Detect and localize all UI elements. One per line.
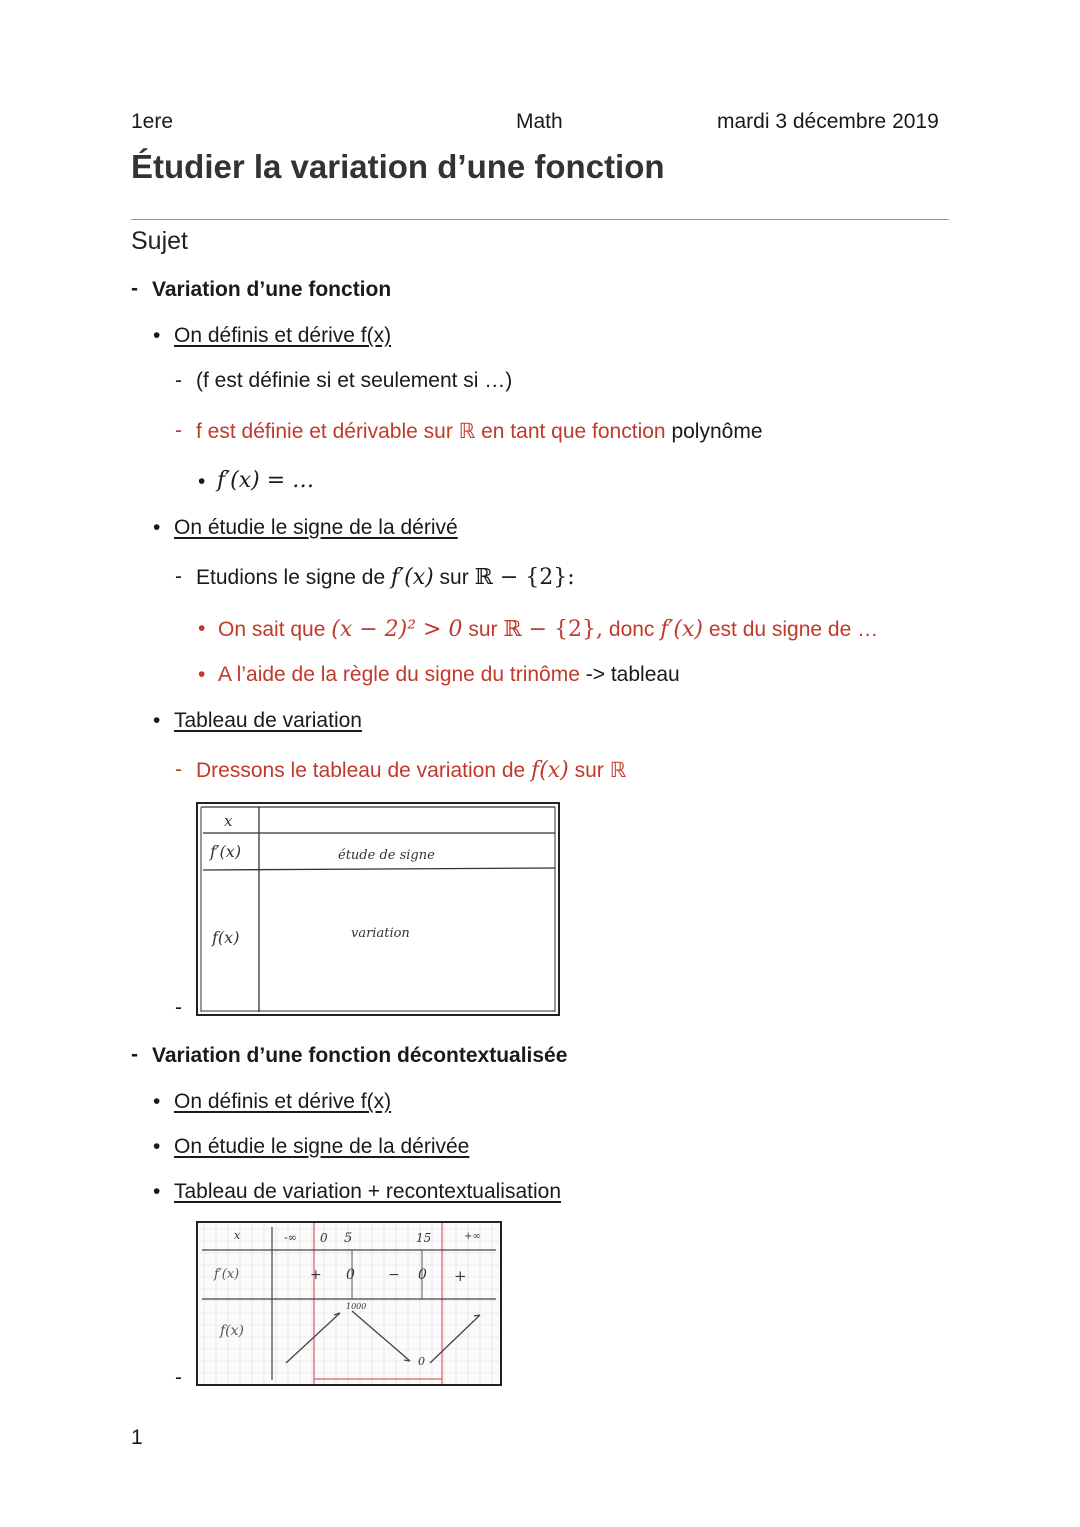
header-class: 1ere — [131, 110, 174, 133]
dash-marker: - — [175, 419, 182, 442]
math-domain: ℝ − {2}, — [503, 617, 604, 642]
dash-marker: - — [175, 565, 182, 588]
row-label-x: x — [224, 812, 233, 830]
part1-sub2-black: polynôme — [671, 420, 763, 443]
bullet-dot: • — [198, 470, 206, 493]
part1-b2-sub2 — [218, 617, 878, 642]
row-label-fprime: f′(x) — [214, 1267, 240, 1282]
math-fprime: f′(x) — [660, 617, 703, 642]
bullet-dot: • — [153, 709, 161, 732]
part1-sub2-red: f est définie et dérivable sur ℝ en tant que fonction — [196, 420, 666, 443]
page-title: Étudier la variation d’une fonction — [131, 148, 665, 185]
title-divider — [131, 219, 949, 220]
text: A l’aide de la règle du signe du trinôme — [218, 663, 580, 686]
x-value-5: 5 — [344, 1231, 353, 1246]
part1-b2-sub3 — [218, 663, 680, 687]
dash-marker: - — [175, 369, 182, 392]
part2-bullet3: Tableau de variation + recontextualisation — [174, 1180, 562, 1203]
part1-bullet2: On étudie le signe de la dérivé — [174, 516, 458, 539]
sign-plus-1: + — [310, 1267, 322, 1283]
page-number: 1 — [131, 1426, 143, 1449]
x-value-15: 15 — [416, 1231, 432, 1245]
sign-minus: − — [388, 1267, 400, 1283]
text: -> tableau — [585, 663, 680, 686]
sign-study-note: étude de signe — [338, 848, 435, 863]
part1-b2-sub1 — [196, 565, 575, 590]
bullet-dot: • — [153, 1135, 161, 1158]
bullet-dot: • — [198, 617, 206, 640]
row-label-f: f(x) — [220, 1323, 245, 1339]
part1-heading: Variation d’une fonction — [152, 278, 392, 301]
math-fx: f(x) — [531, 758, 569, 783]
part1-b3-sub1 — [196, 758, 626, 783]
part2-bullet2: On étudie le signe de la dérivée — [174, 1135, 470, 1158]
dash-marker: - — [175, 996, 182, 1019]
variation-table-template — [196, 802, 560, 1016]
math-square: (x − 2)² > 0 — [331, 617, 463, 642]
header-date: mardi 3 décembre 2019 — [717, 110, 939, 133]
bullet-dot: • — [153, 1090, 161, 1113]
variation-table-example — [196, 1221, 502, 1386]
dash-marker: - — [175, 1366, 182, 1389]
increasing-arrow — [286, 1313, 340, 1363]
text: sur ℝ — [574, 759, 627, 782]
x-value-minus-infinity: -∞ — [284, 1231, 297, 1244]
text: sur — [468, 618, 498, 641]
part1-bullet1: On définis et dérive f(x) — [174, 324, 392, 347]
text: Dressons le tableau de variation de — [196, 759, 526, 782]
text: sur — [439, 566, 469, 589]
sign-zero-1: 0 — [346, 1267, 355, 1283]
sign-zero-2: 0 — [418, 1267, 427, 1283]
text: donc — [608, 618, 655, 641]
math-fprime: f′(x) — [390, 565, 434, 590]
sign-plus-2: + — [454, 1267, 467, 1285]
math-domain: ℝ − {2}: — [474, 565, 575, 590]
min-value-label: 0 — [418, 1355, 425, 1368]
row-label-x: x — [234, 1229, 241, 1242]
dash-marker: - — [131, 277, 138, 300]
text: Etudions le signe de — [196, 566, 386, 589]
bullet-dot: • — [153, 324, 161, 347]
variation-note: variation — [351, 926, 410, 941]
part2-bullet1: On définis et dérive f(x) — [174, 1090, 392, 1113]
row-label-fprime: f′(x) — [210, 842, 242, 861]
bullet-dot: • — [198, 663, 206, 686]
part1-sub3: f′(x) = … — [217, 468, 315, 493]
part1-sub1: (f est définie si et seulement si …) — [196, 369, 513, 392]
dash-marker: - — [175, 758, 182, 781]
text: On sait que — [218, 618, 326, 641]
part1-sub2 — [196, 419, 763, 444]
row-label-f: f(x) — [212, 928, 240, 947]
dash-marker: - — [131, 1043, 138, 1066]
part2-heading: Variation d’une fonction décontextualisée — [152, 1044, 568, 1067]
table-lines — [198, 804, 558, 1014]
text: est du signe de … — [708, 618, 879, 641]
increasing-arrow — [430, 1315, 480, 1363]
bullet-dot: • — [153, 516, 161, 539]
x-value-plus-infinity: +∞ — [464, 1231, 481, 1242]
bullet-dot: • — [153, 1180, 161, 1203]
max-value-label: 1000 — [346, 1302, 367, 1311]
section-heading: Sujet — [131, 227, 188, 255]
header-subject: Math — [516, 110, 563, 133]
part1-bullet3: Tableau de variation — [174, 709, 362, 732]
decreasing-arrow — [352, 1311, 410, 1361]
x-value-0: 0 — [320, 1231, 328, 1245]
